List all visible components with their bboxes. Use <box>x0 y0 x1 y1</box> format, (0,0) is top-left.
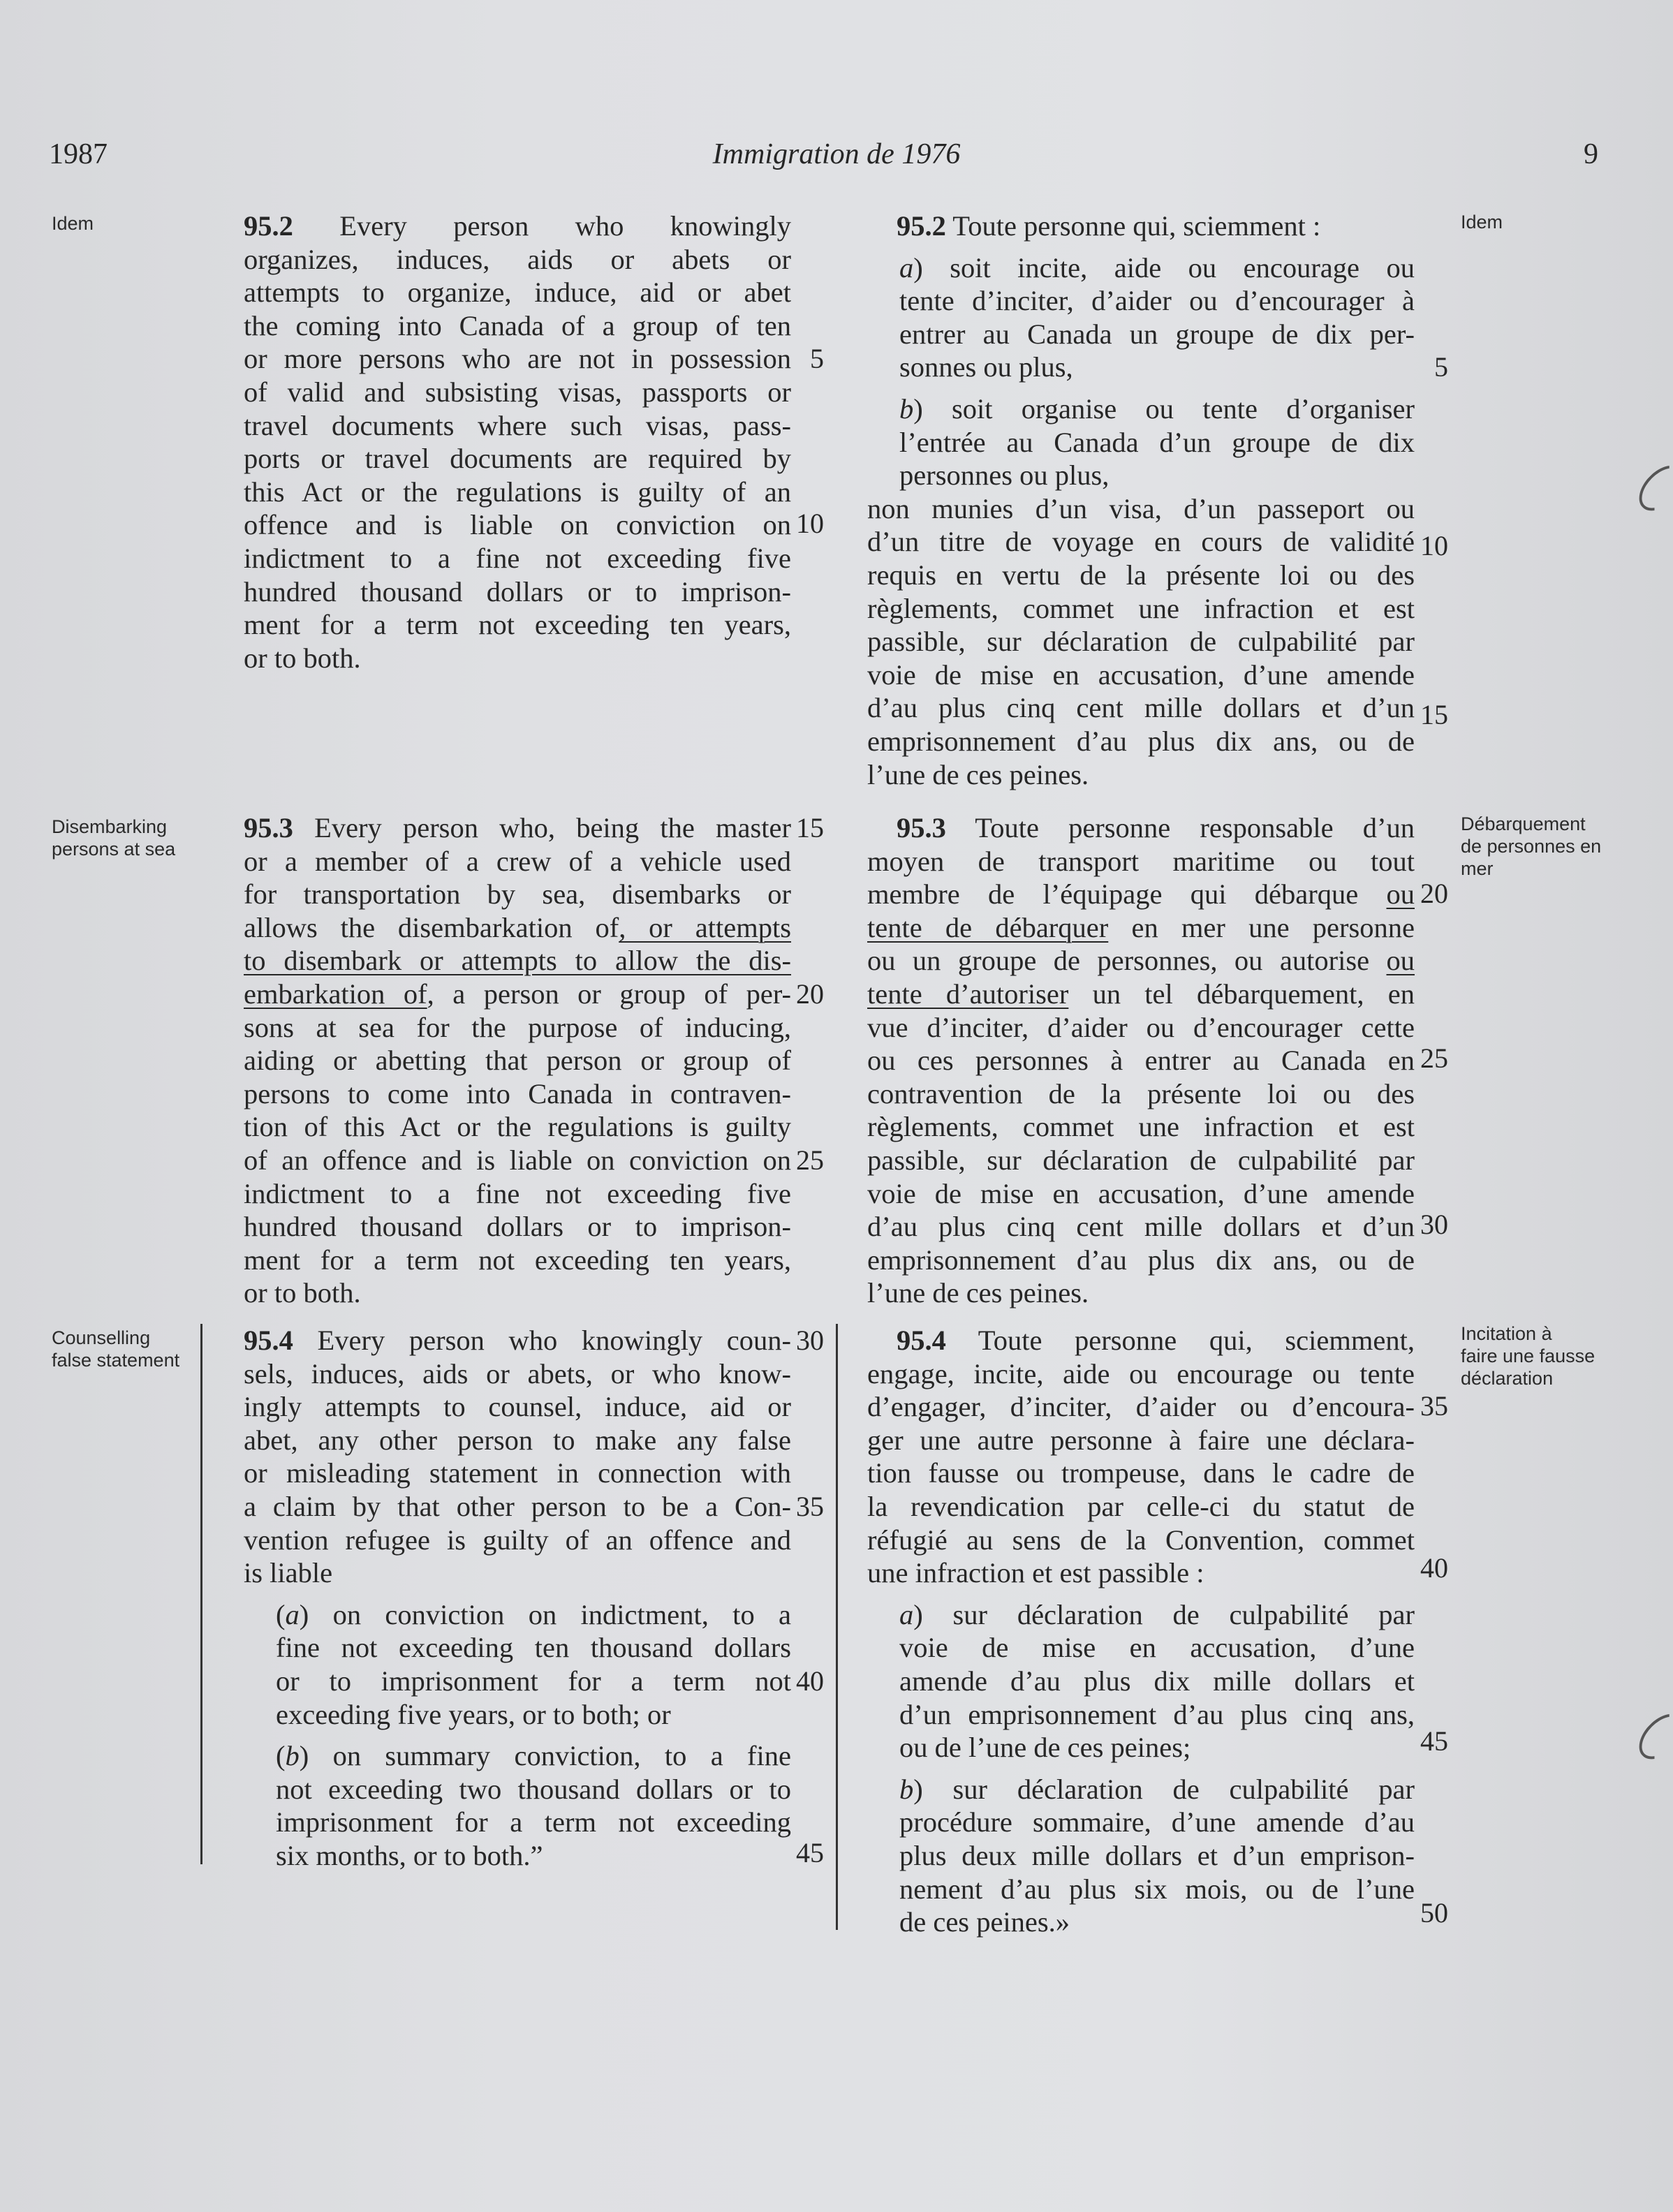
binding-hole-mark <box>1630 1705 1673 1767</box>
fr-section-95-4: 95.4 Toute personne qui, sciemment, engage, incite, aide ou encourage ou tente d’engager, d’inciter, d’aider ou d’encoura- ger une autre personne à faire une déclara- tion fausse ou trompeuse, dans le cadre de la revendication par celle-ci du statut de réfugié au sens de la Convention, commet une infraction et est passible : a) sur déclaration de culpabilité par voie de mise en accusation, d’une amende d’au plus dix mille dollars et d’un emprisonnement d’au plus cinq ans, ou de l’une de ces peines; b) sur déclaration de culpabilité par procédure sommaire, d’une amende d’au plus deux mille dollars et d’un emprison- nement d’au plus six mois, ou de l’une de ces peines.» <box>867 1325 1415 1938</box>
fr-amendment-underline-3: ou <box>1386 945 1415 977</box>
fr-amendment-underline-4: tente d’autoriser <box>867 978 1069 1010</box>
en-line-number: 5 <box>810 343 824 374</box>
en-95-4-number: 95.4 <box>244 1325 293 1356</box>
margin-note-idem-en: Idem <box>52 213 94 234</box>
fr-line-number: 15 <box>1420 699 1448 730</box>
en-95-2-number: 95.2 <box>244 210 293 242</box>
en-amendment-underline-1: , or attempts <box>619 911 791 943</box>
fr-para-b-label-2: b <box>899 1773 914 1805</box>
en-para-a-label: a <box>285 1598 300 1630</box>
fr-para-b-label: b <box>899 392 914 425</box>
header-year: 1987 <box>49 138 108 170</box>
en-section-95-3: 95.3 Every person who, being the master or a member of a crew of a vehicle used for transportation by sea, disembarks or allows the disembarkation of, or attempts to disembark or attempts to allow the dis- embarkation of, a person or group of per- sons at sea for the purpose of inducing, aiding or abetting that person or group of persons to come into Canada in contraven- tion of this Act or the regulations is guilty of an offence and is liable on conviction on indictment to a fine not exceeding five hundred thousand dollars or to imprison- ment for a term not exceeding ten years, or to both. <box>244 812 791 1309</box>
fr-line-number: 50 <box>1420 1897 1448 1929</box>
margin-note-counselling: Counselling false statement <box>52 1327 180 1371</box>
en-line-number: 15 <box>796 812 824 843</box>
fr-section-95-2: 95.2 Toute personne qui, sciemment : a) soit incite, aide ou encourage ou tente d’inciter, d’aider ou d’encourager à entrer au Canada un groupe de dix per- sonnes ou plus, b) soit organise ou tente d’organiser l’entrée au Canada d’un groupe de dix personnes ou plus, non munies d’un visa, d’un passeport ou d’un titre de voyage en cours de validité requis en vertu de la présente loi ou des règlements, commet une infraction et est passible, sur déclaration de culpabilité par voie de mise en accusation, d’une amende d’au plus cinq cent mille dollars et d’un emprisonnement d’au plus dix ans, ou de l’une de ces peines. <box>867 210 1415 790</box>
fr-amendment-underline-1: ou <box>1386 878 1415 910</box>
fr-line-number: 20 <box>1420 878 1448 909</box>
en-para-b-label: b <box>285 1740 300 1772</box>
revision-bar-center <box>836 1324 838 1930</box>
fr-95-2-number: 95.2 <box>897 210 946 242</box>
en-line-number: 35 <box>796 1491 824 1522</box>
en-line-number: 30 <box>796 1325 824 1356</box>
margin-note-incitation: Incitation à faire une fausse déclaration <box>1461 1323 1595 1389</box>
fr-95-4-number: 95.4 <box>897 1325 946 1356</box>
fr-95-3-number: 95.3 <box>897 812 946 843</box>
margin-note-disembarking: Disembarking persons at sea <box>52 816 176 860</box>
fr-amendment-underline-2: tente de débarquer <box>867 911 1109 943</box>
en-amendment-underline-2: to disembark or attempts to allow the dis- <box>244 945 791 977</box>
en-section-95-4: 95.4 Every person who knowingly coun- sels, induces, aids or abets, or who know- ingly attempts to counsel, induce, aid or abet, any other person to make any false or misleading statement in connection with a claim by that other person to be a Con- vention refugee is guilty of an offence and is liable (a) on conviction on indictment, to a fine not exceeding ten thousand dollars or to imprisonment for a term not exceeding five years, or to both; or (b) on summary conviction, to a fine not exceeding two thousand dollars or to imprisonment for a term not exceeding six months, or to both.” <box>244 1325 792 1871</box>
fr-line-number: 10 <box>1420 530 1448 561</box>
en-line-number: 25 <box>796 1144 824 1176</box>
margin-note-idem-fr: Idem <box>1461 212 1503 233</box>
fr-line-number: 30 <box>1420 1209 1448 1240</box>
header-title: Immigration de 1976 <box>712 138 961 170</box>
margin-note-debarquement: Débarquement de personnes en mer <box>1461 813 1602 879</box>
fr-para-a-label-2: a <box>899 1598 914 1630</box>
fr-line-number: 5 <box>1434 351 1448 383</box>
fr-line-number: 35 <box>1420 1390 1448 1422</box>
fr-line-number: 45 <box>1420 1725 1448 1757</box>
revision-bar-left <box>200 1324 202 1864</box>
en-line-number: 40 <box>796 1665 824 1697</box>
fr-line-number: 25 <box>1420 1042 1448 1074</box>
en-amendment-underline-3: embarkation of <box>244 978 427 1010</box>
fr-para-a-label: a <box>899 251 914 283</box>
en-95-3-number: 95.3 <box>244 812 293 843</box>
en-line-number: 45 <box>796 1837 824 1868</box>
header-page-number: 9 <box>1584 138 1598 170</box>
en-section-95-2: 95.2 Every person who knowingly organizes, induces, aids or abets or attempts to organize, induce, aid or abet the coming into Canada of a group of ten or more persons who are not in possession of valid and subsisting visas, passports or travel documents where such visas, pass- ports or travel documents are required by this Act or the regulations is guilty of an offence and is liable on conviction on indictment to a fine not exceeding five hundred thousand dollars or to imprison- ment for a term not exceeding ten years, or to both. <box>244 210 791 674</box>
en-line-number: 10 <box>796 508 824 539</box>
fr-line-number: 40 <box>1420 1552 1448 1584</box>
binding-hole-mark <box>1630 457 1673 519</box>
en-line-number: 20 <box>796 978 824 1010</box>
fr-section-95-3: 95.3 Toute personne responsable d’un moyen de transport maritime ou tout membre de l’équipage qui débarque ou tente de débarquer en mer une personne ou un groupe de personnes, ou autorise ou tente d’autoriser un tel débarquement, en vue d’inciter, d’aider ou d’encourager cette ou ces personnes à entrer au Canada en contravention de la présente loi ou des règlements, commet une infraction et est passible, sur déclaration de culpabilité par voie de mise en accusation, d’une amende d’au plus cinq cent mille dollars et d’un emprisonnement d’au plus dix ans, ou de l’une de ces peines. <box>867 812 1415 1309</box>
